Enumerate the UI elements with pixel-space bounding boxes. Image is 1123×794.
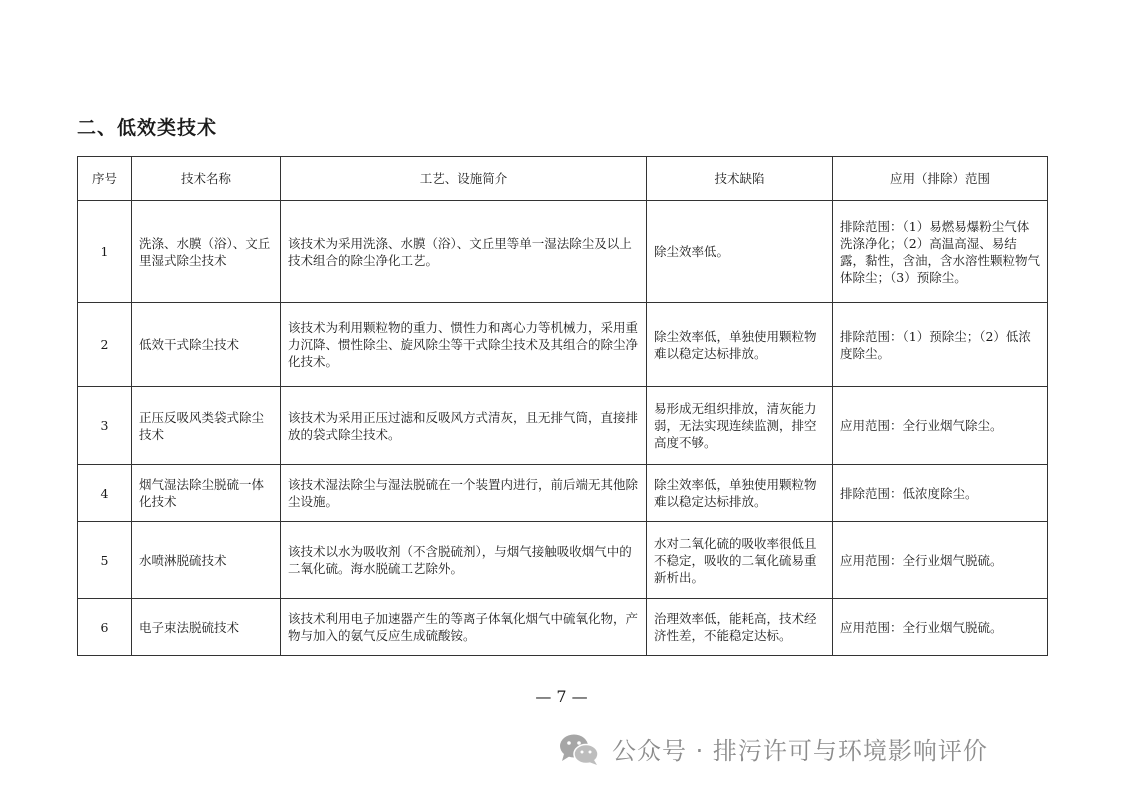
wechat-icon bbox=[558, 732, 600, 766]
tech-defect: 水对二氧化硫的吸收率很低且不稳定，吸收的二氧化硫易重新析出。 bbox=[647, 522, 833, 599]
tech-description: 该技术为利用颗粒物的重力、惯性力和离心力等机械力，采用重力沉降、惯性除尘、旋风除尘等干式除尘技术及其组合的除尘净化技术。 bbox=[281, 303, 647, 387]
row-number: 6 bbox=[78, 599, 132, 656]
tech-name: 烟气湿法除尘脱硫一体化技术 bbox=[132, 465, 281, 522]
tech-scope: 排除范围：低浓度除尘。 bbox=[833, 465, 1048, 522]
tech-scope: 应用范围：全行业烟气除尘。 bbox=[833, 387, 1048, 465]
tech-description: 该技术利用电子加速器产生的等离子体氧化烟气中硫氧化物，产物与加入的氨气反应生成硫酸铵。 bbox=[281, 599, 647, 656]
row-number: 5 bbox=[78, 522, 132, 599]
header-desc: 工艺、设施简介 bbox=[281, 157, 647, 201]
tech-scope: 应用范围：全行业烟气脱硫。 bbox=[833, 522, 1048, 599]
header-name: 技术名称 bbox=[132, 157, 281, 201]
tech-name: 低效干式除尘技术 bbox=[132, 303, 281, 387]
tech-name: 洗涤、水膜（浴）、文丘里湿式除尘技术 bbox=[132, 201, 281, 303]
tech-description: 该技术以水为吸收剂（不含脱硫剂），与烟气接触吸收烟气中的二氧化硫。海水脱硫工艺除外。 bbox=[281, 522, 647, 599]
row-number: 4 bbox=[78, 465, 132, 522]
table-header-row bbox=[78, 157, 1048, 201]
tech-defect: 除尘效率低。 bbox=[647, 201, 833, 303]
tech-scope: 排除范围：（1）易燃易爆粉尘气体洗涤净化；（2）高温高湿、易结露，黏性，含油，含水溶性颗粒物气体除尘；（3）预除尘。 bbox=[833, 201, 1048, 303]
header-defect: 技术缺陷 bbox=[647, 157, 833, 201]
tech-scope: 排除范围：（1）预除尘；（2）低浓度除尘。 bbox=[833, 303, 1048, 387]
page-number: — 7 — bbox=[535, 687, 588, 706]
table-row bbox=[78, 522, 1048, 599]
tech-description: 该技术为采用洗涤、水膜（浴）、文丘里等单一湿法除尘及以上技术组合的除尘净化工艺。 bbox=[281, 201, 647, 303]
technology-table bbox=[77, 156, 1048, 656]
table-row bbox=[78, 201, 1048, 303]
header-no: 序号 bbox=[78, 157, 132, 201]
table-row bbox=[78, 599, 1048, 656]
row-number: 3 bbox=[78, 387, 132, 465]
header-scope: 应用（排除）范围 bbox=[833, 157, 1048, 201]
tech-defect: 除尘效率低，单独使用颗粒物难以稳定达标排放。 bbox=[647, 465, 833, 522]
tech-name: 电子束法脱硫技术 bbox=[132, 599, 281, 656]
table-row bbox=[78, 303, 1048, 387]
tech-defect: 除尘效率低，单独使用颗粒物难以稳定达标排放。 bbox=[647, 303, 833, 387]
watermark bbox=[558, 731, 988, 766]
tech-name: 水喷淋脱硫技术 bbox=[132, 522, 281, 599]
table-row bbox=[78, 387, 1048, 465]
section-title: 二、低效类技术 bbox=[77, 117, 218, 139]
tech-description: 该技术湿法除尘与湿法脱硫在一个装置内进行，前后端无其他除尘设施。 bbox=[281, 465, 647, 522]
table-row bbox=[78, 465, 1048, 522]
tech-scope: 应用范围：全行业烟气脱硫。 bbox=[833, 599, 1048, 656]
tech-description: 该技术为采用正压过滤和反吸风方式清灰，且无排气筒，直接排放的袋式除尘技术。 bbox=[281, 387, 647, 465]
row-number: 2 bbox=[78, 303, 132, 387]
tech-defect: 治理效率低，能耗高，技术经济性差，不能稳定达标。 bbox=[647, 599, 833, 656]
watermark-text: 公众号 · 排污许可与环境影响评价 bbox=[612, 737, 988, 765]
tech-defect: 易形成无组织排放，清灰能力弱，无法实现连续监测，排空高度不够。 bbox=[647, 387, 833, 465]
row-number: 1 bbox=[78, 201, 132, 303]
tech-name: 正压反吸风类袋式除尘技术 bbox=[132, 387, 281, 465]
